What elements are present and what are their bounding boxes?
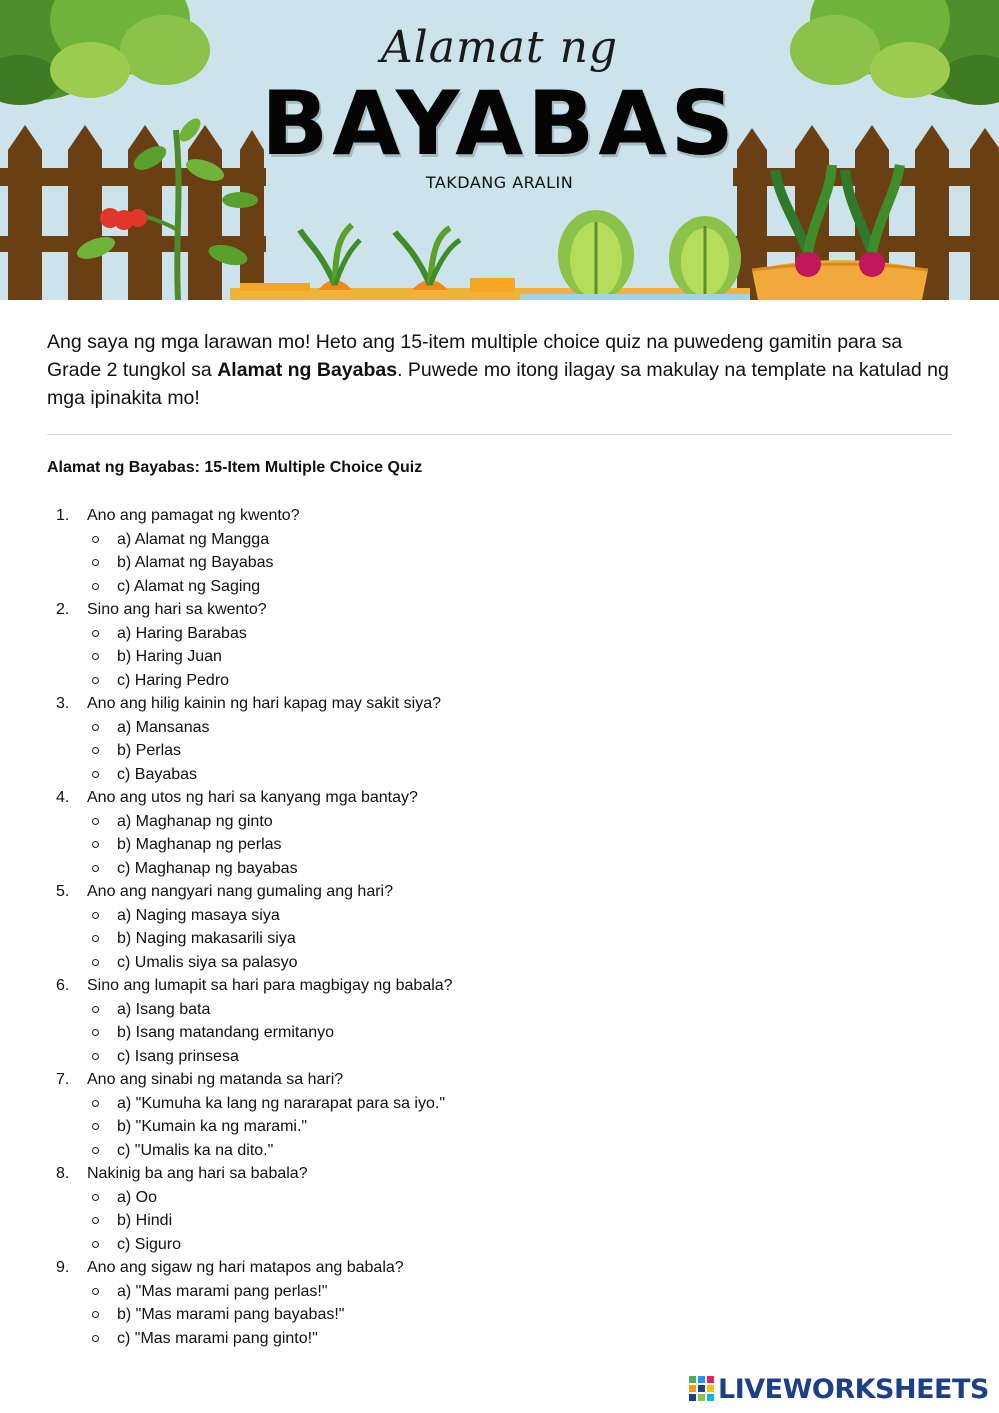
circle-bullet-icon	[92, 959, 99, 966]
answer-option-text: c) "Mas marami pang ginto!"	[117, 1329, 318, 1347]
circle-bullet-icon	[92, 1311, 99, 1318]
circle-bullet-icon	[92, 536, 99, 543]
question-number: 6.	[56, 977, 70, 994]
answer-option-text: b) Maghanap ng perlas	[117, 836, 282, 853]
quiz-question	[0, 1068, 999, 1162]
banner-title: BAYABAS	[261, 72, 738, 175]
intro-paragraph	[47, 328, 957, 412]
circle-bullet-icon	[92, 1288, 99, 1295]
answer-option	[0, 669, 999, 693]
answer-option	[0, 1115, 999, 1139]
divider	[47, 434, 952, 435]
question-row	[0, 786, 999, 810]
answer-option-text: c) Haring Pedro	[117, 671, 230, 689]
answer-option	[0, 645, 999, 669]
answer-option-text: a) Alamat ng Mangga	[117, 530, 270, 548]
answer-option-text: a) Haring Barabas	[117, 624, 247, 642]
circle-bullet-icon	[92, 1100, 99, 1107]
quiz-question	[0, 504, 999, 598]
carrot-right	[395, 228, 460, 290]
answer-option	[0, 833, 999, 857]
question-number: 5.	[56, 883, 70, 900]
lettuce-left	[558, 210, 634, 300]
answer-option-text: c) "Umalis ka na dito."	[117, 1141, 274, 1159]
answer-option	[0, 1021, 999, 1045]
answer-option	[0, 1280, 999, 1304]
quiz-question	[0, 1162, 999, 1256]
answer-option-text: a) "Kumuha ka lang ng nararapat para sa iyo."	[117, 1094, 445, 1112]
question-row	[0, 598, 999, 622]
question-text: Ano ang sigaw ng hari matapos ang babala?	[87, 1259, 404, 1276]
header-banner	[0, 0, 999, 300]
circle-bullet-icon	[92, 771, 99, 778]
question-text: Nakinig ba ang hari sa babala?	[87, 1165, 308, 1182]
question-row	[0, 1162, 999, 1186]
circle-bullet-icon	[92, 1006, 99, 1013]
question-number: 1.	[56, 507, 70, 524]
answer-option	[0, 622, 999, 646]
answer-option-text: a) Maghanap ng ginto	[117, 812, 273, 830]
quiz-heading: Alamat ng Bayabas: 15-Item Multiple Choice Quiz	[47, 459, 423, 476]
answer-option-text: b) Perlas	[117, 742, 182, 759]
answer-option-text: b) "Kumain ka ng marami."	[117, 1118, 308, 1135]
answer-option	[0, 951, 999, 975]
intro-text-after: . Puwede mo itong ilagay sa makulay na template na katulad ng mga ipinakita mo!	[47, 359, 949, 409]
answer-option	[0, 575, 999, 599]
question-text: Ano ang hilig kainin ng hari kapag may sakit siya?	[87, 695, 441, 712]
answer-option-text: a) Naging masaya siya	[117, 906, 280, 924]
answer-option	[0, 857, 999, 881]
circle-bullet-icon	[92, 1053, 99, 1060]
circle-bullet-icon	[92, 1123, 99, 1130]
circle-bullet-icon	[92, 818, 99, 825]
question-text: Sino ang hari sa kwento?	[87, 601, 267, 618]
question-number: 8.	[56, 1165, 70, 1182]
answer-option	[0, 927, 999, 951]
quiz-list	[0, 504, 999, 1350]
question-number: 7.	[56, 1071, 70, 1088]
circle-bullet-icon	[92, 865, 99, 872]
carrot-left	[300, 225, 360, 290]
circle-bullet-icon	[92, 912, 99, 919]
quiz-question	[0, 880, 999, 974]
circle-bullet-icon	[92, 1241, 99, 1248]
question-row	[0, 504, 999, 528]
question-number: 2.	[56, 601, 70, 618]
answer-option	[0, 1092, 999, 1116]
answer-option	[0, 716, 999, 740]
question-text: Ano ang nangyari nang gumaling ang hari?	[87, 883, 394, 900]
answer-option	[0, 739, 999, 763]
question-text: Ano ang utos ng hari sa kanyang mga bantay?	[87, 789, 418, 806]
answer-option-text: b) Alamat ng Bayabas	[117, 554, 274, 571]
answer-option	[0, 1139, 999, 1163]
answer-option-text: b) Isang matandang ermitanyo	[117, 1024, 335, 1041]
answer-option-text: b) "Mas marami pang bayabas!"	[117, 1306, 345, 1323]
banner-subtitle: TAKDANG ARALIN	[425, 173, 574, 192]
intro-text-before: Ang saya ng mga larawan mo! Heto ang 15-item multiple choice quiz na puwedeng gamitin para sa Grade 2 tungkol sa	[47, 331, 903, 381]
question-row	[0, 1256, 999, 1280]
answer-option	[0, 763, 999, 787]
answer-option-text: c) Alamat ng Saging	[117, 577, 261, 595]
answer-option	[0, 551, 999, 575]
answer-option	[0, 1327, 999, 1351]
lettuce-right	[669, 216, 741, 300]
answer-option	[0, 1209, 999, 1233]
circle-bullet-icon	[92, 841, 99, 848]
circle-bullet-icon	[92, 1217, 99, 1224]
circle-bullet-icon	[92, 677, 99, 684]
quiz-question	[0, 692, 999, 786]
question-number: 9.	[56, 1259, 70, 1276]
answer-option-text: b) Haring Juan	[117, 648, 222, 665]
answer-option-text: c) Bayabas	[117, 765, 198, 783]
circle-bullet-icon	[92, 1335, 99, 1342]
answer-option	[0, 1303, 999, 1327]
quiz-question	[0, 974, 999, 1068]
answer-option	[0, 528, 999, 552]
answer-option	[0, 998, 999, 1022]
answer-option	[0, 904, 999, 928]
answer-option-text: c) Isang prinsesa	[117, 1047, 239, 1065]
circle-bullet-icon	[92, 935, 99, 942]
circle-bullet-icon	[92, 747, 99, 754]
answer-option	[0, 1045, 999, 1069]
circle-bullet-icon	[92, 1147, 99, 1154]
intro-text-bold: Alamat ng Bayabas	[217, 359, 398, 381]
answer-option-text: a) Isang bata	[117, 1000, 211, 1018]
answer-option-text: a) "Mas marami pang perlas!"	[117, 1282, 328, 1300]
answer-option-text: c) Maghanap ng bayabas	[117, 859, 298, 877]
question-row	[0, 692, 999, 716]
answer-option-text: c) Umalis siya sa palasyo	[117, 953, 298, 971]
circle-bullet-icon	[92, 559, 99, 566]
circle-bullet-icon	[92, 724, 99, 731]
question-text: Sino ang lumapit sa hari para magbigay ng babala?	[87, 977, 453, 994]
question-row	[0, 1068, 999, 1092]
question-number: 3.	[56, 695, 70, 712]
answer-option	[0, 1233, 999, 1257]
circle-bullet-icon	[92, 583, 99, 590]
liveworksheets-logo-text: LIVEWORKSHEETS	[718, 1373, 989, 1405]
banner-script-title: Alamat ng	[380, 22, 619, 73]
circle-bullet-icon	[92, 1194, 99, 1201]
question-text: Ano ang sinabi ng matanda sa hari?	[87, 1071, 344, 1088]
quiz-question	[0, 786, 999, 880]
answer-option-text: b) Naging makasarili siya	[117, 930, 296, 947]
liveworksheets-logo	[689, 1372, 989, 1406]
question-row	[0, 974, 999, 998]
quiz-question	[0, 598, 999, 692]
answer-option-text: b) Hindi	[117, 1212, 173, 1229]
circle-bullet-icon	[92, 1029, 99, 1036]
answer-option	[0, 1186, 999, 1210]
liveworksheets-logo-icon	[689, 1375, 715, 1403]
answer-option-text: c) Siguro	[117, 1235, 182, 1253]
answer-option-text: a) Mansanas	[117, 718, 210, 736]
question-row	[0, 880, 999, 904]
question-text: Ano ang pamagat ng kwento?	[87, 507, 300, 524]
answer-option	[0, 810, 999, 834]
answer-option-text: a) Oo	[117, 1188, 158, 1206]
question-number: 4.	[56, 789, 70, 806]
circle-bullet-icon	[92, 630, 99, 637]
quiz-question	[0, 1256, 999, 1350]
circle-bullet-icon	[92, 653, 99, 660]
